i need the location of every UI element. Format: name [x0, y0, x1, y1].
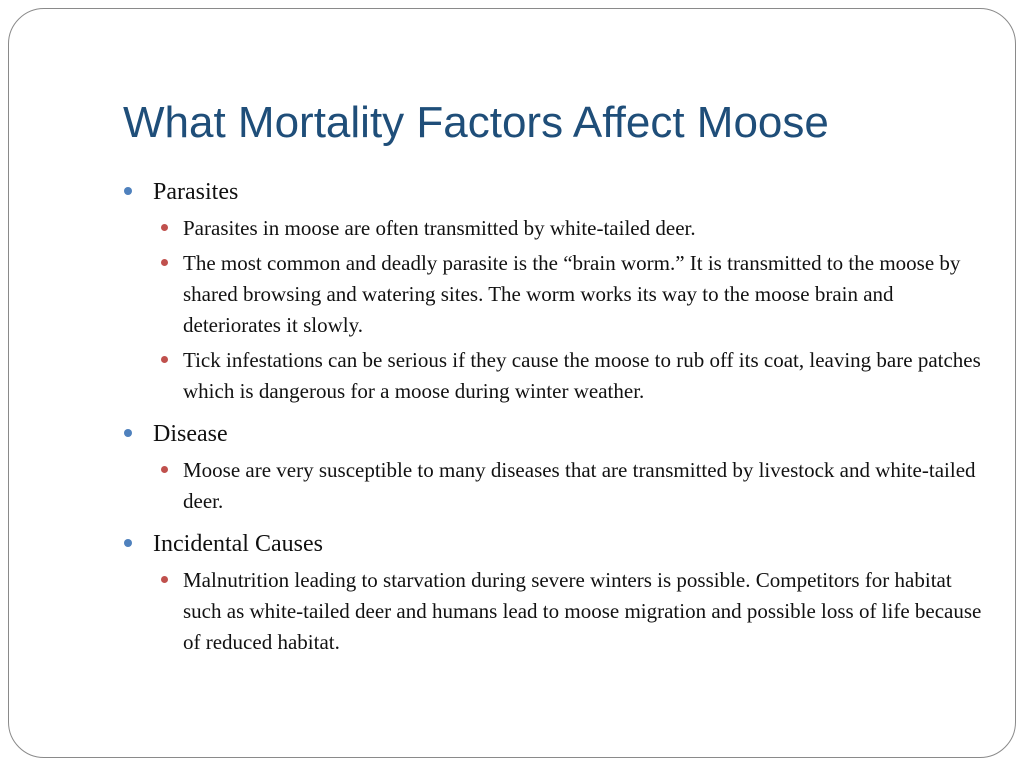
bullet-text: Malnutrition leading to starvation during severe winters is possible. Competitors for habitat such as white-tailed deer and humans lead to moose migration and possible loss of life because of reduced habitat.: [183, 568, 982, 654]
sub-list: [123, 213, 983, 407]
section-incidental-causes: [123, 529, 983, 658]
section-heading: Incidental Causes: [153, 531, 323, 557]
bullet-dot-icon: [161, 356, 168, 363]
bullet-dot-icon: [124, 429, 132, 437]
bullet-level1: [123, 529, 983, 559]
sub-list: [123, 455, 983, 517]
bullet-text: Tick infestations can be serious if they cause the moose to rub off its coat, leaving bare patches which is dangerous for a moose during winter weather.: [183, 348, 981, 403]
bullet-dot-icon: [124, 187, 132, 195]
bullet-dot-icon: [161, 259, 168, 266]
bullet-text: Parasites in moose are often transmitted by white-tailed deer.: [183, 216, 696, 240]
bullet-level1: [123, 419, 983, 449]
slide-content: [123, 177, 983, 670]
bullet-dot-icon: [161, 224, 168, 231]
bullet-level2: [123, 565, 983, 658]
section-parasites: [123, 177, 983, 407]
sub-list: [123, 565, 983, 658]
section-heading: Disease: [153, 421, 228, 447]
slide-frame: [8, 8, 1016, 758]
section-heading: Parasites: [153, 179, 239, 205]
bullet-level2: [123, 345, 983, 407]
bullet-text: The most common and deadly parasite is the “brain worm.” It is transmitted to the moose by shared browsing and watering sites. The worm works its way to the moose brain and deteriorates it slowly.: [183, 251, 961, 337]
slide-title: What Mortality Factors Affect Moose: [123, 98, 829, 147]
bullet-dot-icon: [124, 539, 132, 547]
bullet-level1: [123, 177, 983, 207]
bullet-level2: [123, 213, 983, 244]
bullet-dot-icon: [161, 576, 168, 583]
bullet-level2: [123, 248, 983, 341]
section-disease: [123, 419, 983, 517]
bullet-text: Moose are very susceptible to many diseases that are transmitted by livestock and white-tailed deer.: [183, 458, 976, 513]
bullet-level2: [123, 455, 983, 517]
bullet-dot-icon: [161, 466, 168, 473]
